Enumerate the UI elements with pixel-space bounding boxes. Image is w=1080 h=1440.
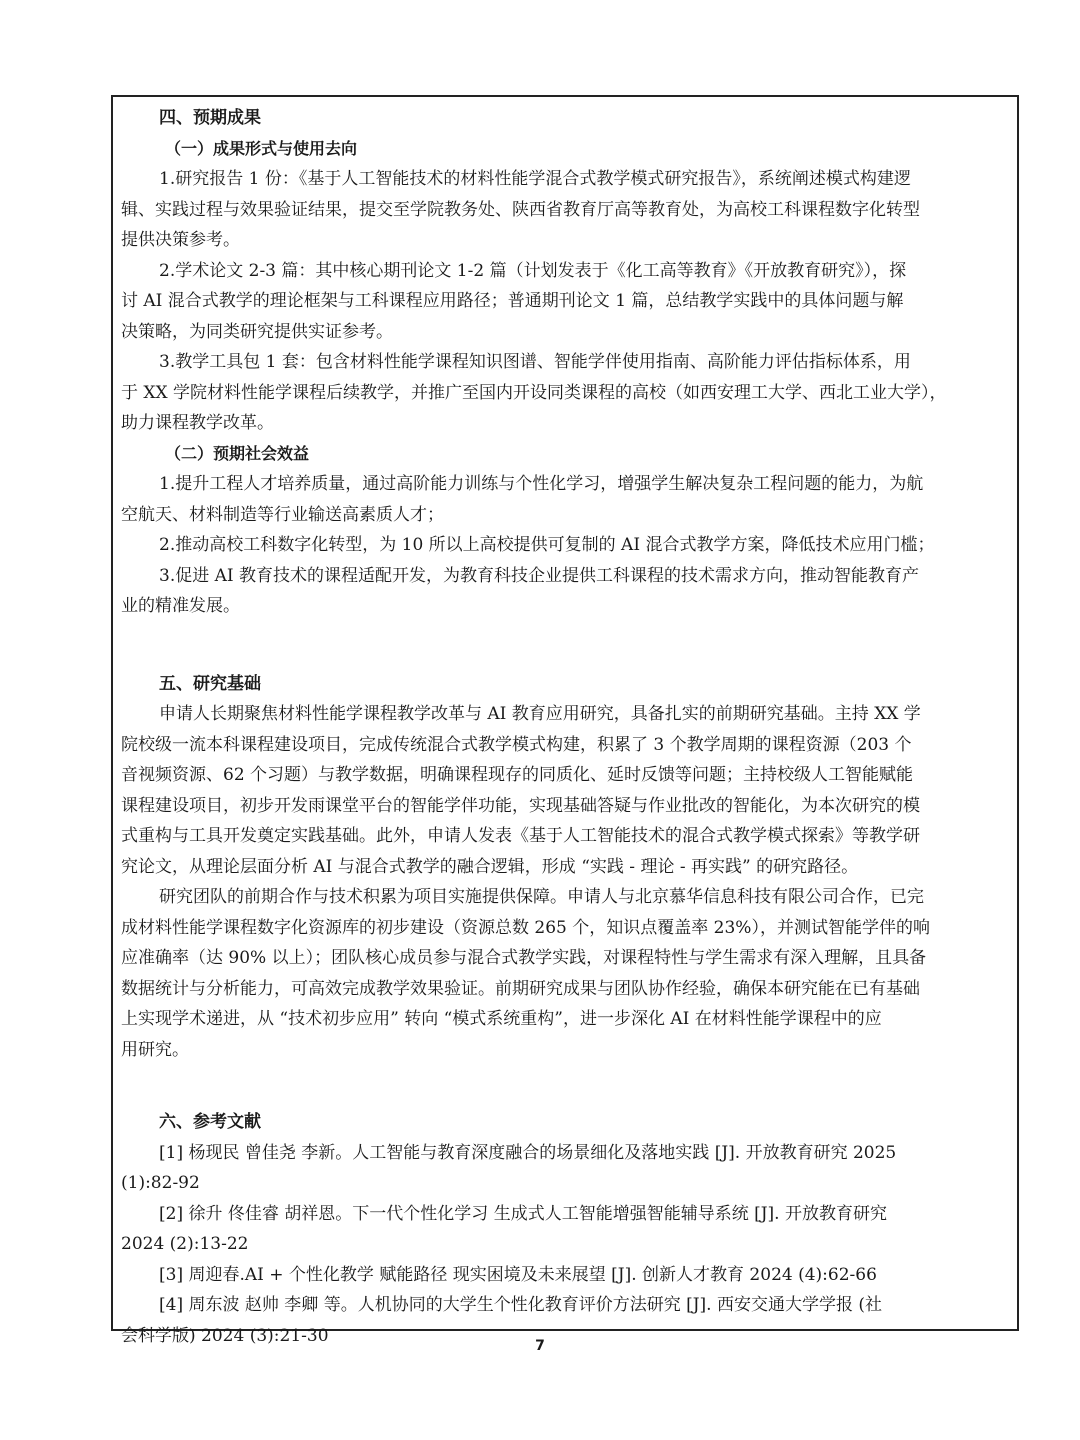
text-line: 应准确率（达 90% 以上）；团队核心成员参与混合式教学实践，对课程特性与学生需求有深入理解，且具备 — [121, 948, 927, 968]
text-line: 课程建设项目，初步开发雨课堂平台的智能学伴功能，实现基础答疑与作业批改的智能化，为本次研究的模 — [121, 795, 920, 816]
outcome-item-2 — [121, 256, 1009, 348]
section5-title: 五、研究基础 — [159, 673, 261, 694]
benefit-item-1 — [121, 469, 1009, 530]
reference-item-3 — [121, 1260, 1009, 1291]
benefit-item-3 — [121, 561, 1009, 622]
text-line: [1] 杨现民 曾佳尧 李新。人工智能与教育深度融合的场景细化及落地实践 [J]. 开放教育研究 2025 — [159, 1142, 897, 1163]
text-line: 2024 (2):13-22 — [121, 1234, 249, 1254]
text-line: 业的精准发展。 — [121, 596, 240, 616]
outcome-item-1 — [121, 164, 1009, 256]
text-line: (1):82-92 — [121, 1173, 200, 1193]
reference-item-2 — [121, 1199, 1009, 1260]
text-line: 2.学术论文 2-3 篇：其中核心期刊论文 1-2 篇（计划发表于《化工高等教育》《开放教育研究》），探 — [159, 260, 907, 281]
text-line: 研究团队的前期合作与技术积累为项目实施提供保障。申请人与北京慕华信息科技有限公司合作，已完 — [159, 887, 924, 907]
text-line: 成材料性能学课程数字化资源库的初步建设（资源总数 265 个，知识点覆盖率 23%），并测试智能学伴的响 — [121, 917, 930, 938]
section4-title: 四、预期成果 — [159, 108, 261, 128]
outcome-item-3 — [121, 347, 1009, 439]
text-line: 决策略，为同类研究提供实证参考。 — [121, 321, 393, 342]
text-line: 提供决策参考。 — [121, 230, 240, 250]
reference-item-1 — [121, 1138, 1009, 1199]
text-line: 会科学版) 2024 (3):21-30 — [121, 1325, 329, 1346]
text-line: 上实现学术递进，从 “技术初步应用” 转向 “模式系统重构”，进一步深化 AI 在材料性能学课程中的应 — [121, 1009, 882, 1029]
text-line: 音视频资源、62 个习题）与教学数据，明确课程现存的同质化、延时反馈等问题；主持校级人工智能赋能 — [121, 765, 914, 785]
research-paragraph-2 — [121, 882, 1009, 1065]
page-number: 7 — [535, 1338, 545, 1354]
research-paragraph-1 — [121, 699, 1009, 882]
text-line: 3.促进 AI 教育技术的课程适配开发，为教育科技企业提供工科课程的技术需求方向，推动智能教育产 — [159, 565, 920, 586]
text-line: 数据统计与分析能力，可高效完成教学效果验证。前期研究成果与团队协作经验，确保本研究能在已有基础 — [121, 978, 920, 999]
text-line: 助力课程教学改革。 — [121, 413, 274, 433]
text-line: 申请人长期聚焦材料性能学课程教学改革与 AI 教育应用研究，具备扎实的前期研究基础。主持 XX 学 — [159, 704, 921, 724]
text-line: 3.教学工具包 1 套：包含材料性能学课程知识图谱、智能学伴使用指南、高阶能力评估指标体系，用 — [159, 352, 911, 372]
text-line: 辑、实践过程与效果验证结果，提交至学院教务处、陕西省教育厅高等教育处，为高校工科课程数字化转型 — [121, 199, 920, 220]
text-line: 1.提升工程人才培养质量，通过高阶能力训练与个性化学习，增强学生解决复杂工程问题的能力，为航 — [159, 474, 924, 494]
text-line: 式重构与工具开发奠定实践基础。此外，申请人发表《基于人工智能技术的混合式教学模式探索》等教学研 — [121, 826, 920, 846]
text-line: 2.推动高校工科数字化转型，为 10 所以上高校提供可复制的 AI 混合式教学方案，降低技术应用门槛； — [159, 535, 935, 555]
text-line: 讨 AI 混合式教学的理论框架与工科课程应用路径；普通期刊论文 1 篇，总结教学实践中的具体问题与解 — [121, 291, 904, 311]
benefit-item-2 — [121, 530, 1009, 561]
text-line: 1.研究报告 1 份：《基于人工智能技术的材料性能学混合式教学模式研究报告》，系统阐述模式构建逻 — [159, 169, 911, 189]
text-line: [2] 徐升 佟佳睿 胡祥恩。下一代个性化学习 生成式人工智能增强智能辅导系统 [J]. 开放教育研究 — [159, 1203, 887, 1224]
text-line: 空航天、材料制造等行业输送高素质人才； — [121, 504, 444, 525]
text-line: [3] 周迎春.AI + 个性化教学 赋能路径 现实困境及未来展望 [J]. 创新人才教育 2024 (4):62-66 — [159, 1264, 877, 1285]
text-line: 究论文，从理论层面分析 AI 与混合式教学的融合逻辑，形成 “实践 - 理论 - 再实践” 的研究路径。 — [121, 856, 859, 877]
text-line: 用研究。 — [121, 1039, 189, 1060]
section4-sub1-title: （一）成果形式与使用去向 — [165, 138, 358, 158]
section4-sub2-title: （二）预期社会效益 — [165, 443, 310, 463]
text-line: [4] 周东波 赵帅 李卿 等。人机协同的大学生个性化教育评价方法研究 [J]. 西安交通大学学报 (社 — [159, 1295, 883, 1315]
document-frame — [111, 95, 1019, 1346]
section6-title: 六、参考文献 — [159, 1112, 261, 1132]
section-spacer — [121, 622, 1009, 669]
section-spacer — [121, 1065, 1009, 1107]
text-line: 院校级一流本科课程建设项目，完成传统混合式教学模式构建，积累了 3 个教学周期的课程资源（203 个 — [121, 734, 912, 755]
text-line: 于 XX 学院材料性能学课程后续教学，并推广至国内开设同类课程的高校（如西安理工大学、西北工业大学）， — [121, 382, 947, 403]
